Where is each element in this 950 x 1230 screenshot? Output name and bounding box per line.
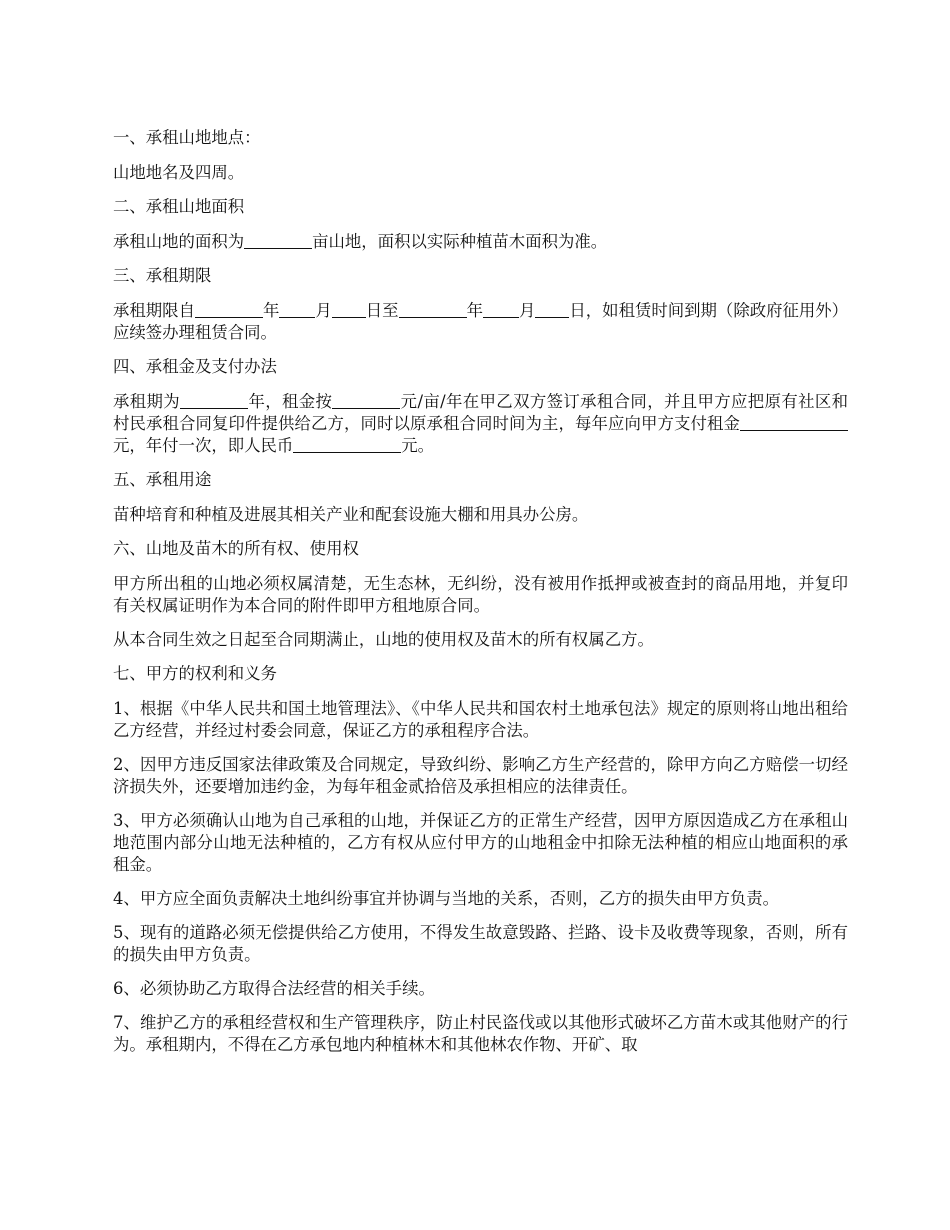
section-4-text (113, 391, 848, 457)
section-1-heading: 一、承租山地地点： (113, 128, 261, 147)
annual-rent-blank (740, 414, 848, 431)
area-blank (244, 232, 312, 249)
end-month-blank (483, 301, 519, 318)
day-to-label: 日至 (365, 301, 399, 320)
start-month-blank (279, 301, 315, 318)
term-suffix: 日，如租赁时间到期（除政府征用外）应续签办理租赁合同。 (113, 301, 849, 342)
section-6-para-2: 从本合同生效之日起至合同期满止，山地的使用权及苗木的所有权属乙方。 (113, 630, 654, 649)
area-label: 承租山地的面积为 (113, 232, 245, 251)
list-item: 7、维护乙方的承租经营权和生产管理秩序，防止村民盗伐或以其他形式破坏乙方苗木或其他财产的行为。承租期内，不得在乙方承包地内种植林木和其他林农作物、开矿、取 (113, 1013, 848, 1054)
rent-rate-blank (332, 392, 400, 409)
list-item: 5、现有的道路必须无偿提供给乙方使用，不得发生故意毁路、拦路、设卡及收费等现象，否则，所有的损失由甲方负责。 (113, 923, 848, 964)
section-6-para-1: 甲方所出租的山地必须权属清楚，无生态林，无纠纷，没有被用作抵押或被查封的商品用地，并复印有关权属证明作为本合同的附件即甲方租地原合同。 (113, 574, 848, 615)
month-label: 月 (315, 301, 332, 320)
section-2-text (113, 231, 848, 253)
section-7-heading: 七、甲方的权利和义务 (113, 664, 277, 683)
list-item: 6、必须协助乙方取得合法经营的相关手续。 (113, 979, 435, 998)
section-3-text (113, 300, 848, 344)
term-from-label: 承租期限自 (113, 301, 195, 320)
section-2-heading: 二、承租山地面积 (113, 197, 245, 216)
rent-terms-text: 元/亩/年在甲乙双方签订承租合同，并且甲方应把原有社区和村民承租合同复印件提供给乙方，同时以原承租合同时间为主，每年应向甲方支付租金 (113, 392, 849, 433)
section-1-text: 山地地名及四周。 (113, 163, 245, 182)
list-item: 2、因甲方违反国家法律政策及合同规定，导致纠纷、影响乙方生产经营的，除甲方向乙方赔偿一切经济损失外，还要增加违约金，为每年租金贰拾倍及承担相应的法律责任。 (113, 755, 848, 796)
contract-document (113, 127, 848, 1068)
section-6-heading: 六、山地及苗木的所有权、使用权 (113, 539, 359, 558)
year-label: 年 (262, 301, 280, 320)
list-item: 3、甲方必须确认山地为自己承租的山地，并保证乙方的正常生产经营，因甲方原因造成乙方在承租山地范围内部分山地无法种植的，乙方有权从应付甲方的山地租金中扣除无法种植的相应山地面积的承租金。 (113, 811, 848, 874)
end-year-blank (399, 301, 467, 318)
area-suffix: 亩山地，面积以实际种植苗木面积为准。 (312, 232, 608, 251)
term-years-blank (180, 392, 248, 409)
rmb-label: 元，年付一次，即人民币 (113, 436, 294, 455)
section-5-text: 苗种培育和种植及进展其相关产业和配套设施大棚和用具办公房。 (113, 505, 589, 524)
year-label-2: 年 (466, 301, 483, 320)
section-4-heading: 四、承租金及支付办法 (113, 357, 277, 376)
list-item: 1、根据《中华人民共和国土地管理法》、《中华人民共和国农村土地承包法》规定的原则将山地出租给乙方经营，并经过村委会同意，保证乙方的承租程序合法。 (113, 699, 848, 740)
month-label-2: 月 (518, 301, 536, 320)
start-day-blank (332, 301, 366, 318)
section-3-heading: 三、承租期限 (113, 266, 212, 285)
yuan-suffix: 元。 (401, 436, 435, 455)
list-item: 4、甲方应全面负责解决土地纠纷事宜并协调与当地的关系，否则，乙方的损失由甲方负责。 (113, 889, 780, 908)
section-5-heading: 五、承租用途 (113, 470, 212, 489)
term-label: 承租期为 (113, 392, 181, 411)
rmb-amount-blank (293, 436, 401, 453)
rent-rate-label: 年，租金按 (248, 392, 333, 411)
end-day-blank (535, 301, 569, 318)
start-year-blank (195, 301, 263, 318)
